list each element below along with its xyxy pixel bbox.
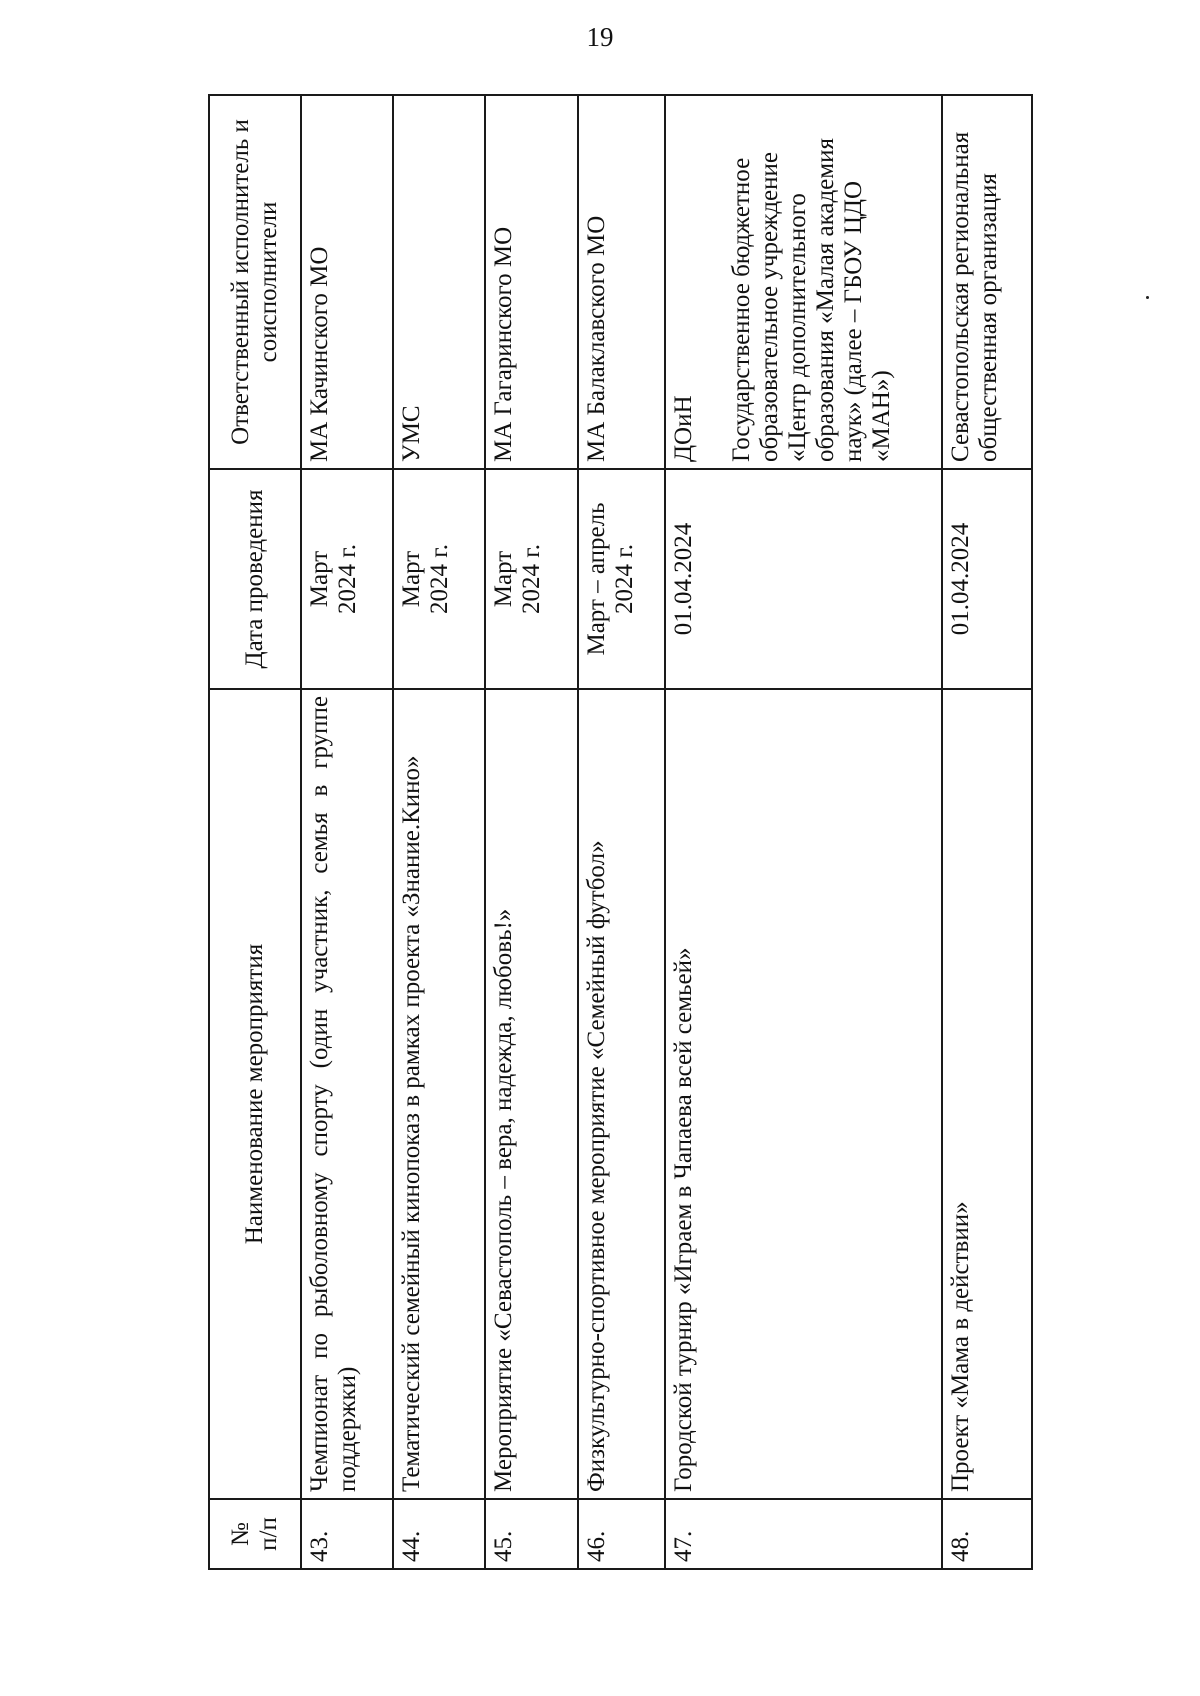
responsible-entry: МА Качинского МО xyxy=(306,246,333,462)
table-row xyxy=(665,95,942,1569)
table-row xyxy=(485,95,577,1569)
event-name: Физкультурно-спортивное мероприятие «Семейный футбол» xyxy=(578,689,666,1499)
responsible-entry: МА Балаклавского МО xyxy=(582,215,610,462)
event-date: 01.04.2024 xyxy=(665,469,942,689)
responsible-gap xyxy=(698,102,728,462)
header-num: № п/п xyxy=(209,1499,301,1569)
event-name: Проект «Мама в действии» xyxy=(942,689,1032,1499)
row-number: 47. xyxy=(665,1499,942,1569)
row-number: 45. xyxy=(485,1499,577,1569)
header-responsible: Ответственный исполнитель и соисполнители xyxy=(209,95,301,469)
table-row xyxy=(393,95,485,1569)
event-responsible xyxy=(942,95,1032,469)
responsible-entry: Государственное бюджетное образовательное учреждение «Центр дополнительного образования «Малая академия наук» (далее – ГБОУ ЦДО «МАН») xyxy=(728,138,896,462)
event-name: Чемпионат по рыболовному спорту (один участник, семья в группе поддержки) xyxy=(301,689,393,1499)
event-name: Тематический семейный кинопоказ в рамках проекта «Знание.Кино» xyxy=(393,689,485,1499)
table-header-row xyxy=(209,95,301,1569)
table-row xyxy=(578,95,666,1569)
events-table xyxy=(208,94,1033,1570)
page-number: 19 xyxy=(586,22,614,52)
event-responsible xyxy=(301,95,393,469)
table-row xyxy=(301,95,393,1569)
event-date: Март 2024 г. xyxy=(485,469,577,689)
header-name: Наименование мероприятия xyxy=(209,689,301,1499)
event-responsible xyxy=(485,95,577,469)
header-date: Дата проведения xyxy=(209,469,301,689)
responsible-entry: УМС xyxy=(398,405,426,462)
responsible-entry: МА Гагаринского МО xyxy=(490,226,518,462)
event-name: Городской турнир «Играем в Чапаева всей семьей» xyxy=(665,689,942,1499)
row-number: 43. xyxy=(301,1499,393,1569)
event-date: 01.04.2024 xyxy=(942,469,1032,689)
event-responsible xyxy=(665,95,942,469)
rotated-table-container xyxy=(208,96,1033,1570)
event-date: Март – апрель 2024 г. xyxy=(578,469,666,689)
event-responsible xyxy=(578,95,666,469)
table-row xyxy=(942,95,1032,1569)
event-name: Мероприятие «Севастополь – вера, надежда, любовь!» xyxy=(485,689,577,1499)
scan-speck xyxy=(1146,296,1149,299)
event-date: Март 2024 г. xyxy=(301,469,393,689)
event-date: Март 2024 г. xyxy=(393,469,485,689)
row-number: 46. xyxy=(578,1499,666,1569)
responsible-entry: ДОиН xyxy=(670,395,698,462)
responsible-entry: Севастопольская региональная общественная организация xyxy=(946,131,1002,462)
row-number: 44. xyxy=(393,1499,485,1569)
row-number: 48. xyxy=(942,1499,1032,1569)
table-frame xyxy=(208,96,1033,1570)
event-responsible xyxy=(393,95,485,469)
